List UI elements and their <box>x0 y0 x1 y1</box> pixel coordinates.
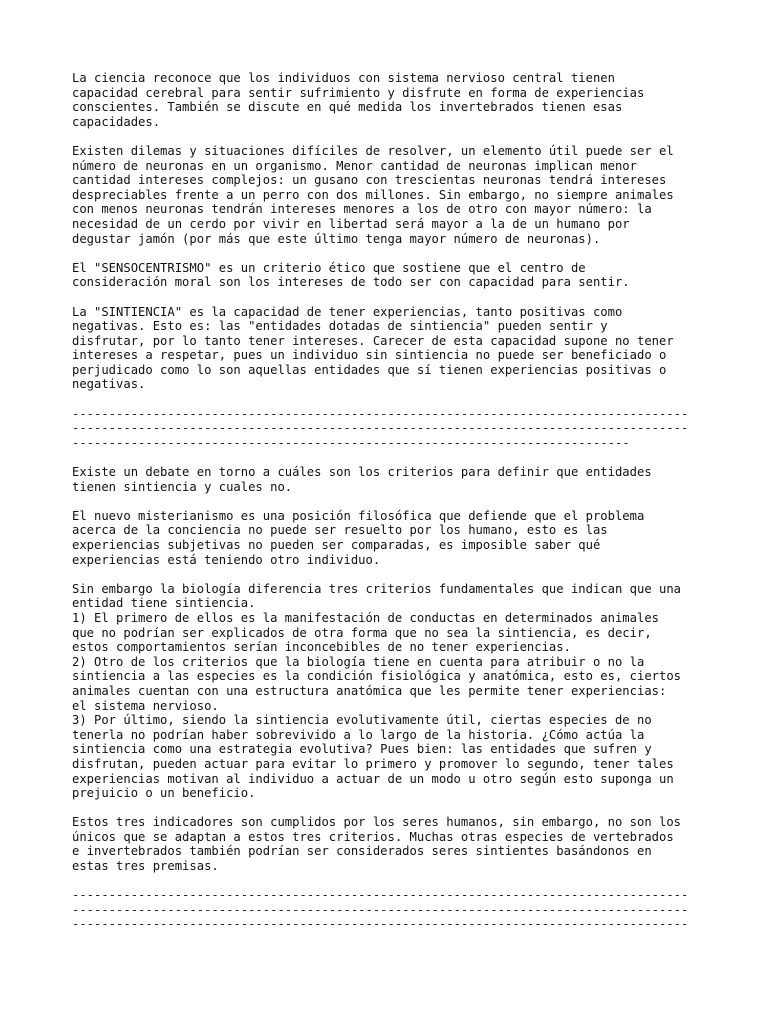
paragraph-sintiencia-definition: La "SINTIENCIA" es la capacidad de tener experiencias, tanto positivas como negativas. Esto es: las "entidades dotadas de sintiencia" pueden sentir y disfrutar, por lo tanto tener intereses. Carecer de esta capacidad supone no tener intereses a respetar, pues un individuo sin sintiencia no puede ser beneficiado o perjudicado como lo son aquellas entidades que sí tienen experiencias positivas o negativas. <box>72 304 674 392</box>
dashed-separator-2: ------------------------------------------------------------------------------------ ------------------------------------------------------------------------------------ ------------------------------------------------------------------------------------ <box>72 888 689 932</box>
paragraph-neuron-dilemmas: Existen dilemas y situaciones difíciles de resolver, un elemento útil puede ser el número de neuronas en un organismo. Menor cantidad de neuronas implican menor cantidad intereses complejos: un gusano con trescientas neuronas tendrá intereses despreciables frente a un perro con dos millones. Sin embargo, no siempre animales con menos neuronas tendrán intereses menores a los de otro con mayor número: la necesidad de un cerdo por vivir en libertad será mayor a la de un humano por degustar jamón (por más que este último tenga mayor número de neuronas). <box>72 143 674 246</box>
paragraph-sentience-science: La ciencia reconoce que los individuos con sistema nervioso central tienen capacidad cerebral para sentir sufrimiento y disfrute en forma de experiencias conscientes. También se discute en qué medida los invertebrados tienen esas capacidades. <box>72 71 645 129</box>
paragraph-new-mysterianism: El nuevo misterianismo es una posición filosófica que defiende que el problema acerca de la conciencia no puede ser resuelto por los humano, esto es las experiencias subjetivas no pueden ser comparadas, es imposible saber qué experiencias está teniendo otro individuo. <box>72 508 645 567</box>
dashed-separator-1: ------------------------------------------------------------------------------------ ------------------------------------------------------------------------------------ ---------------------------------------------------------------------------- <box>72 406 689 450</box>
paragraph-sensocentrismo: El "SENSOCENTRISMO" es un criterio ético que sostiene que el centro de consideración moral son los intereses de todo ser con capacidad para sentir. <box>72 260 630 290</box>
paragraph-criteria-debate: Existe un debate en torno a cuáles son los criterios para definir que entidades tienen sintiencia y cuales no. <box>72 465 652 494</box>
paragraph-indicators-summary: Estos tres indicadores son cumplidos por los seres humanos, sin embargo, no son los únicos que se adaptan a estos tres criterios. Muchas otras especies de vertebrados e invertebrados también podrían ser considerados seres sintientes basándonos en estas tres premisas. <box>72 815 682 874</box>
document-body <box>72 71 712 947</box>
paragraph-three-criteria: Sin embargo la biología diferencia tres criterios fundamentales que indican que una entidad tiene sintiencia. 1) El primero de ellos es la manifestación de conductas en determinados animales que no podrían ser explicados de otra forma que no sea la sintiencia, es decir, estos comportamientos serían inconcebibles de no tener experiencias. 2) Otro de los criterios que la biología tiene en cuenta para atribuir o no la sintiencia a las especies es la condición fisiológica y anatómica, esto es, ciertos animales cuentan con una estructura anatómica que les permite tener experiencias: el sistema nervioso. 3) Por último, siendo la sintiencia evolutivamente útil, ciertas especies de no tenerla no podrían haber sobrevivido a lo largo de la historia. ¿Cómo actúa la sintiencia como una estrategia evolutiva? Pues bien: las entidades que sufren y disfrutan, pueden actuar para evitar lo primero y promover lo segundo, tener tales experiencias motivan al individuo a actuar de un modo u otro según esto suponga un prejuicio o un beneficio. <box>72 581 682 801</box>
